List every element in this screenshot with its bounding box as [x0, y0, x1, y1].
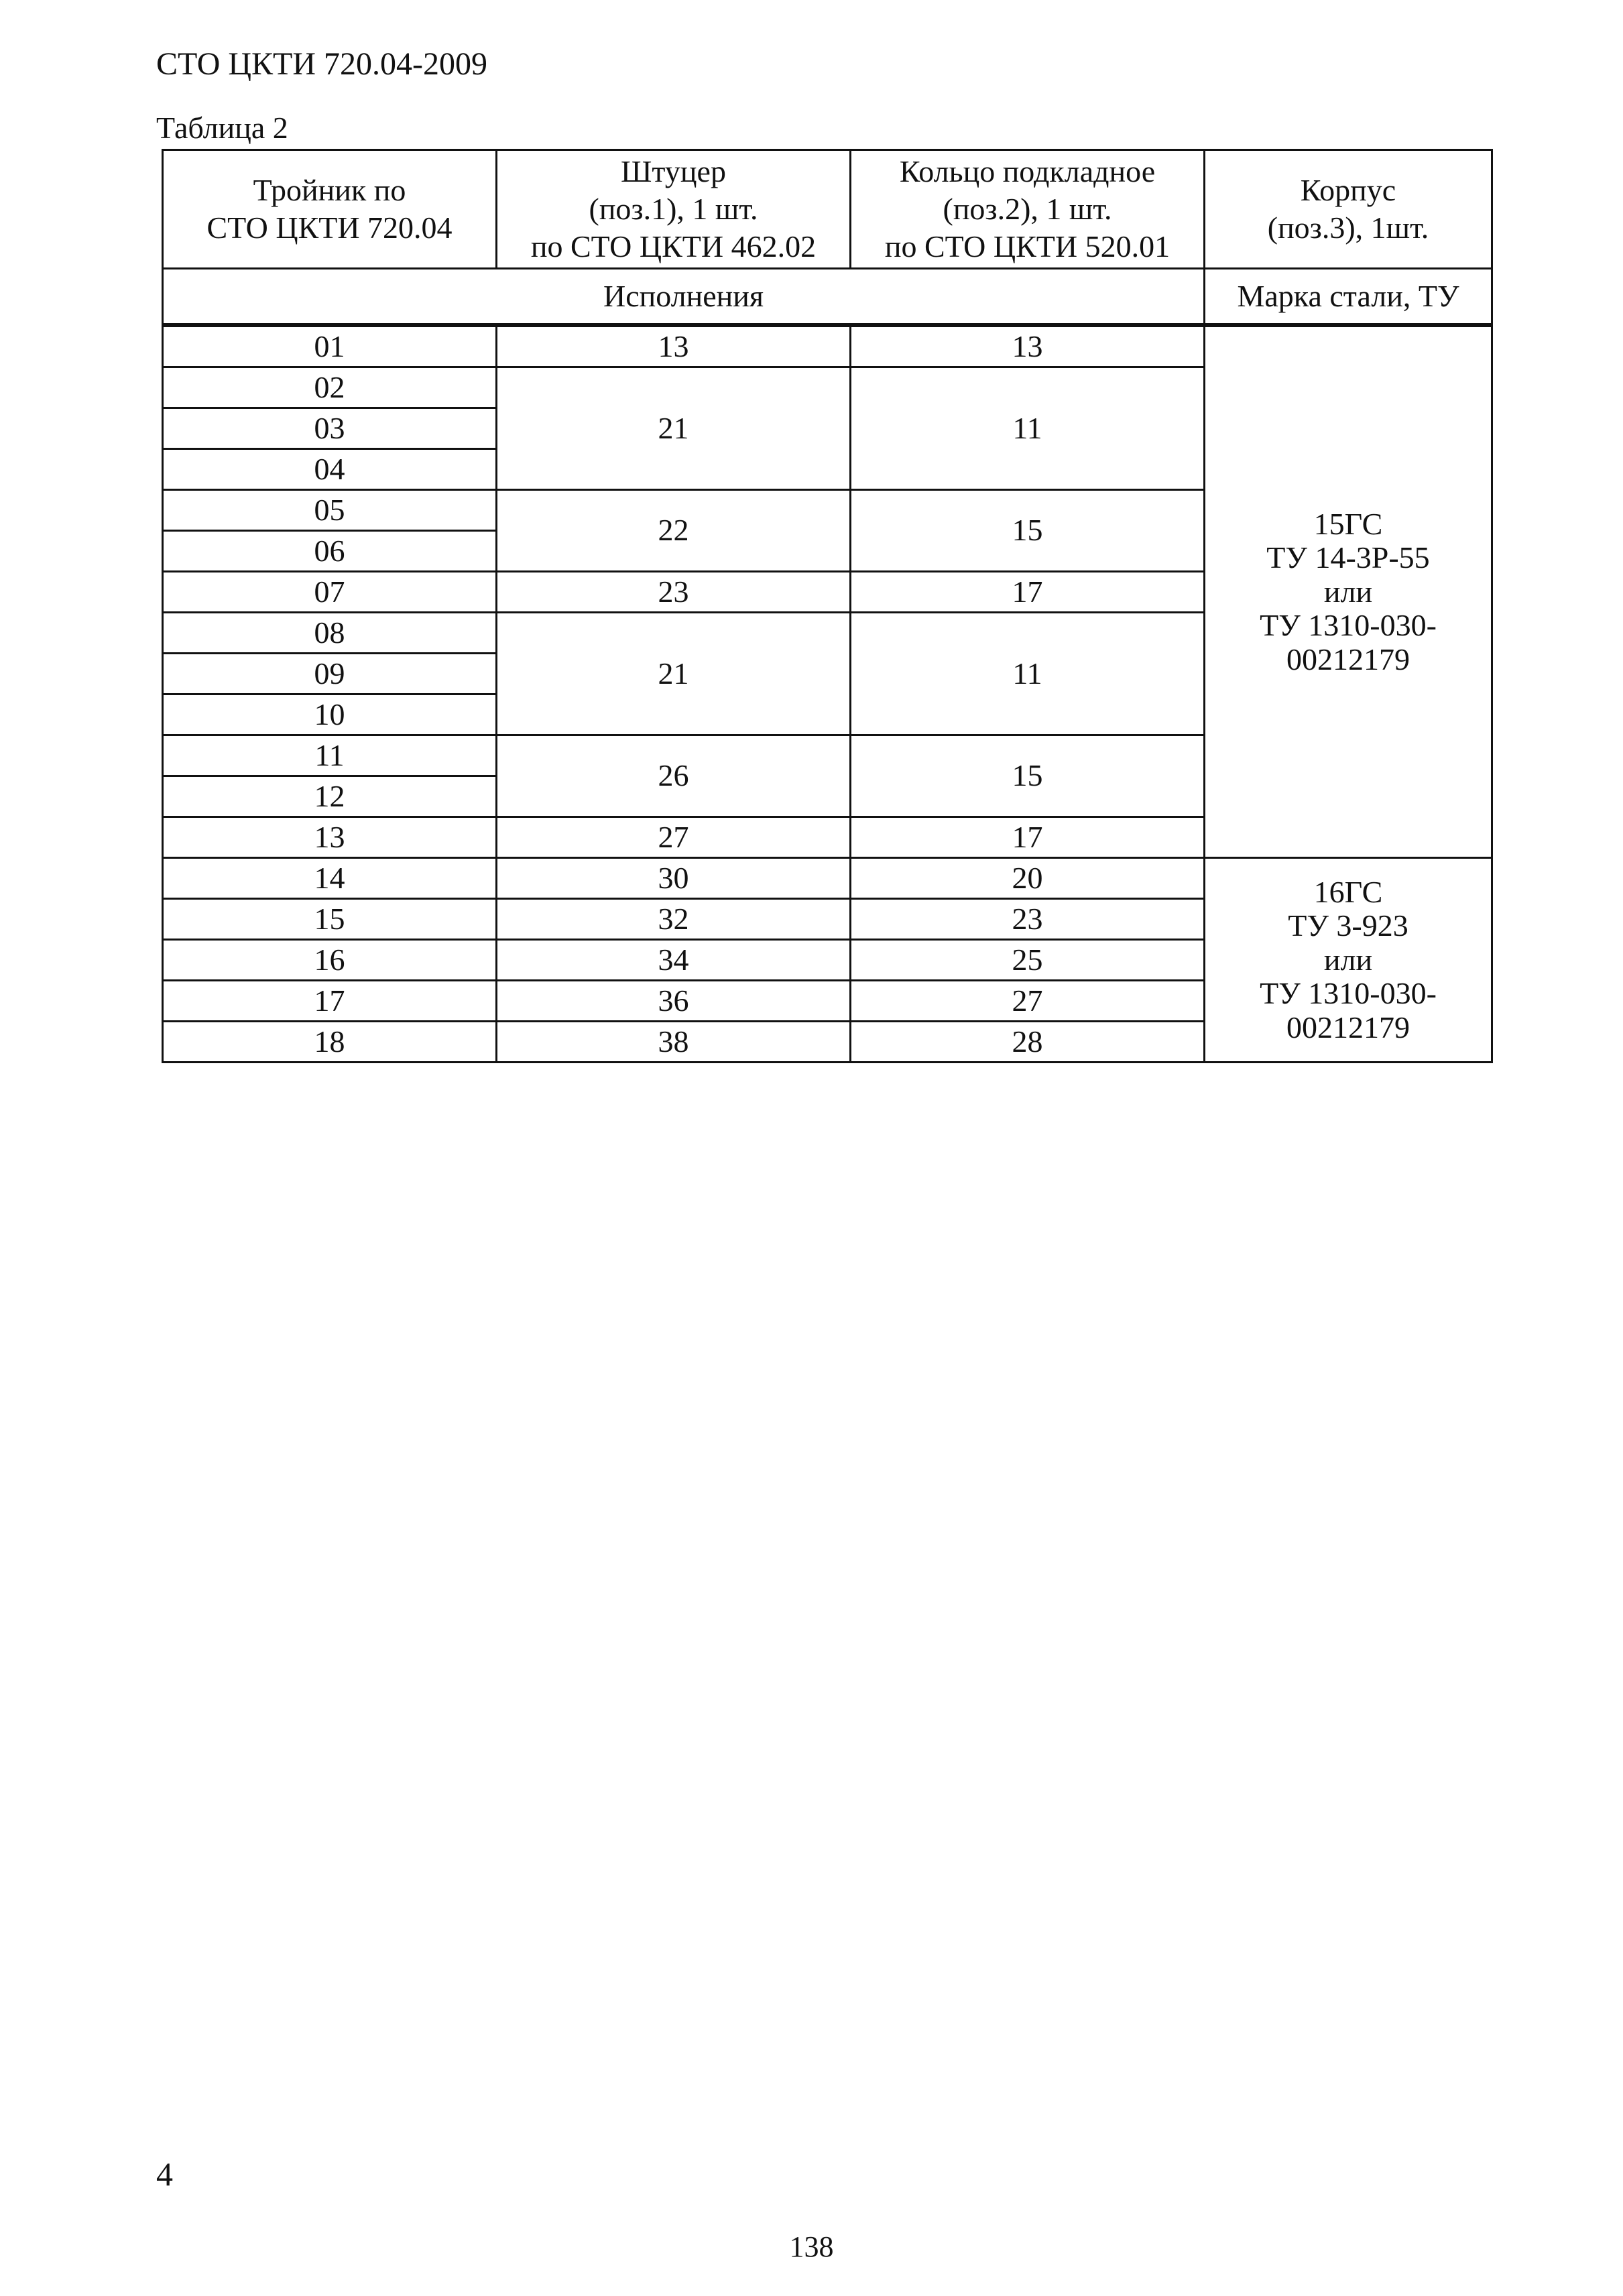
cell-tee: 18 [163, 1022, 497, 1063]
steel-line: или [1323, 574, 1373, 609]
cell-ring: 17 [851, 817, 1205, 858]
header-tee-line: Тройник по [253, 172, 406, 207]
cell-steel-group [1205, 858, 1492, 1063]
steel-line: 00212179 [1286, 1010, 1410, 1044]
table-caption: Таблица 2 [156, 111, 288, 145]
header-ring-line: (поз.2), 1 шт. [943, 191, 1112, 226]
cell-fitting: 13 [497, 325, 851, 367]
page-number: 138 [789, 2230, 834, 2263]
steel-line: или [1323, 942, 1373, 977]
steel-line: 00212179 [1286, 642, 1410, 676]
cell-fitting: 38 [497, 1022, 851, 1063]
subheader-versions: Исполнения [163, 269, 1205, 326]
cell-tee: 17 [163, 981, 497, 1022]
header-fitting [497, 150, 851, 269]
spec-table [162, 149, 1493, 1063]
cell-tee: 01 [163, 325, 497, 367]
cell-ring: 28 [851, 1022, 1205, 1063]
cell-fitting: 34 [497, 940, 851, 981]
header-tee-line: СТО ЦКТИ 720.04 [206, 210, 453, 245]
cell-tee: 08 [163, 613, 497, 654]
cell-tee: 04 [163, 449, 497, 490]
cell-ring: 23 [851, 899, 1205, 940]
left-page-number: 4 [156, 2155, 173, 2193]
cell-tee: 02 [163, 367, 497, 408]
cell-tee: 09 [163, 654, 497, 694]
cell-steel-group [1205, 325, 1492, 858]
steel-line: ТУ 1310-030- [1260, 608, 1437, 643]
cell-fitting: 21 [497, 613, 851, 735]
header-ring [851, 150, 1205, 269]
header-fitting-line: (поз.1), 1 шт. [589, 191, 758, 226]
cell-tee: 16 [163, 940, 497, 981]
cell-fitting: 36 [497, 981, 851, 1022]
cell-fitting: 23 [497, 572, 851, 613]
cell-fitting: 22 [497, 490, 851, 572]
steel-line: 16ГС [1313, 874, 1383, 909]
cell-tee: 14 [163, 858, 497, 899]
cell-tee: 03 [163, 408, 497, 449]
header-body-line: (поз.3), 1шт. [1267, 210, 1429, 245]
steel-line: ТУ 14-3Р-55 [1266, 540, 1430, 575]
cell-ring: 15 [851, 490, 1205, 572]
header-tee [163, 150, 497, 269]
cell-ring: 20 [851, 858, 1205, 899]
cell-fitting: 27 [497, 817, 851, 858]
cell-tee: 15 [163, 899, 497, 940]
header-body-line: Корпус [1300, 172, 1396, 207]
cell-ring: 13 [851, 325, 1205, 367]
steel-line: ТУ 1310-030- [1260, 976, 1437, 1011]
cell-tee: 06 [163, 531, 497, 572]
cell-tee: 11 [163, 735, 497, 776]
cell-ring: 17 [851, 572, 1205, 613]
cell-ring: 11 [851, 367, 1205, 490]
cell-fitting: 30 [497, 858, 851, 899]
cell-tee: 12 [163, 776, 497, 817]
cell-ring: 15 [851, 735, 1205, 817]
cell-tee: 05 [163, 490, 497, 531]
document-code: СТО ЦКТИ 720.04-2009 [156, 46, 488, 82]
cell-tee: 07 [163, 572, 497, 613]
cell-tee: 13 [163, 817, 497, 858]
cell-ring: 27 [851, 981, 1205, 1022]
cell-tee: 10 [163, 694, 497, 735]
header-fitting-line: Штуцер [621, 154, 726, 188]
steel-line: 15ГС [1313, 506, 1383, 541]
table-row [163, 858, 1492, 899]
cell-ring: 25 [851, 940, 1205, 981]
cell-fitting: 21 [497, 367, 851, 490]
cell-ring: 11 [851, 613, 1205, 735]
cell-fitting: 26 [497, 735, 851, 817]
table-header-row [163, 150, 1492, 269]
cell-fitting: 32 [497, 899, 851, 940]
header-fitting-line: по СТО ЦКТИ 462.02 [530, 229, 817, 264]
subheader-steel: Марка стали, ТУ [1205, 269, 1492, 326]
table-subheader-row [163, 269, 1492, 326]
header-body [1205, 150, 1492, 269]
steel-line: ТУ 3-923 [1288, 908, 1408, 943]
header-ring-line: Кольцо подкладное [899, 154, 1156, 188]
table-row [163, 325, 1492, 367]
header-ring-line: по СТО ЦКТИ 520.01 [884, 229, 1170, 264]
